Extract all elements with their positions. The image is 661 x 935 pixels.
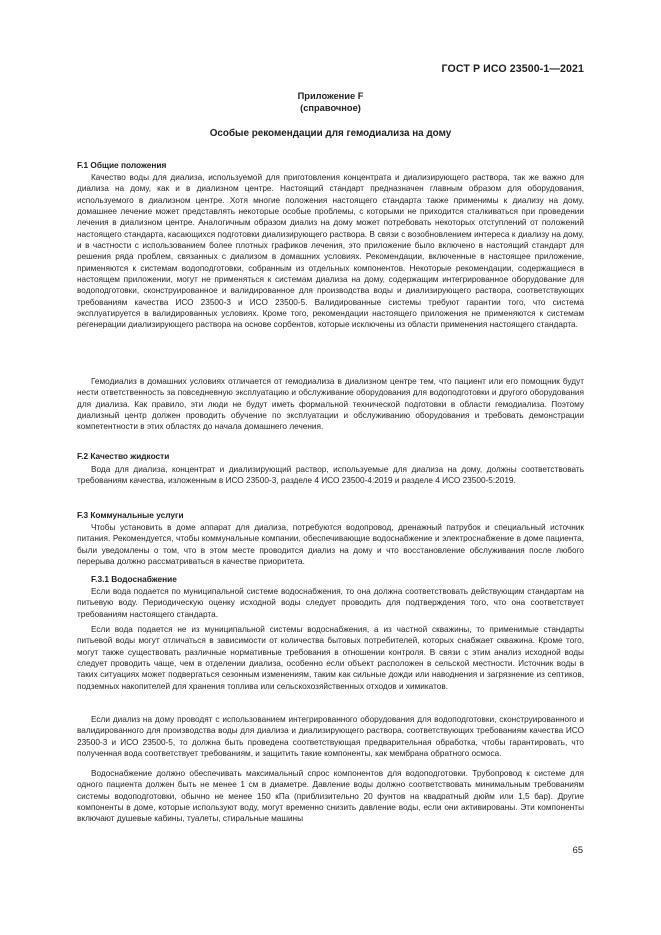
section-f1-heading: F.1 Общие положения — [77, 160, 167, 170]
section-f2-paragraph-1: Вода для диализа, концентрат и диализирующий раствор, используемые для диализа на дому, должны соответствовать требованиям качества, изложенным в ИСО 23500-3, разделе 4 ИСО 23500-4:2019 и разделе 4 ИСО 23500-5:2019. — [77, 465, 584, 486]
section-f2-heading: F.2 Качество жидкости — [77, 451, 170, 461]
section-f31-heading: F.3.1 Водоснабжение — [91, 574, 177, 584]
page-number: 65 — [572, 845, 583, 855]
section-f3-heading: F.3 Коммунальные услуги — [77, 510, 184, 520]
section-f3-paragraph-1: Чтобы установить в доме аппарат для диализа, потребуются водопровод, дренажный патрубок и специальный источник питания. Рекомендуется, чтобы коммунальные компании, обеспечивающие водоснабжение и электроснабжение в доме пациента, были уведомлены о том, что в этом месте проводится диализ на дому и что восстановление обслуживания после любого перерыва должно рассматриваться в качестве приоритета. — [77, 523, 584, 566]
standard-designation: ГОСТ Р ИСО 23500-1—2021 — [441, 63, 584, 75]
section-f1-paragraph-2: Гемодиализ в домашних условиях отличается от гемодиализа в диализном центре тем, что пациент или его помощник будут нести ответственность за повседневную эксплуатацию и обслуживание оборудования для водоподготовки и другого оборудования для диализа. Как правило, эти люди не будут иметь формальной технической подготовки в области гемодиализа. Поэтому диализный центр должен проводить обучение по эксплуатации и обслуживанию оборудования и требовать демонстрации компетентности в этих областях до начала домашнего лечения. — [77, 377, 584, 432]
section-f31-paragraph-4: Водоснабжение должно обеспечивать максимальный спрос компонентов для водоподготовки. Трубопровод к системе для одного пациента должен быть не менее 1 см в диаметре. Давление воды должно соответствовать минимальным требованиям системы водоподготовки, обычно не менее 150 кПа (приблизительно 20 фунтов на квадратный дюйм или 1,5 бар). Другие компоненты в доме, которые используют воду, могут временно снизить давление воды, если они активированы. Эти компоненты включают душевые кабины, туалеты, стиральные машины — [77, 769, 584, 824]
section-f31-paragraph-1: Если вода подается по муниципальной системе водоснабжения, то она должна соответствовать действующим стандартам на питьевую воду. Периодическую оценку исходной воды следует проводить для подтверждения того, что она соответствует требованиям настоящего стандарта. — [77, 587, 584, 619]
appendix-title: Приложение F — [297, 91, 364, 101]
section-f1-paragraph-1: Качество воды для диализа, используемой для приготовления концентрата и диализирующего раствора, так же важно для диализа на дому, как и в диализном центре. Настоящий стандарт предназначен главным образом для оборудования, используемого в диализном центре. Хотя многие положения настоящего стандарта также применимы к диализу на дому, домашнее лечение может представлять некоторые особые проблемы, с которыми не приходится сталкиваться при проведении лечения в диализном центре. Аналогичным образом диализ на дому может потребовать некоторых отступлений от положений настоящего стандарта, касающихся подготовки диализирующего раствора. В связи с возобновлением интереса к диализу на дому, и в частности с использованием более плотных графиков лечения, это приложение было включено в настоящий стандарт для решения ряда проблем, связанных с диализом в домашних условиях. Рекомендации, включенные в настоящее приложение, применяются к системам водоподготовки, собранным из отдельных компонентов. Некоторые рекомендации, содержащиеся в настоящем приложении, могут не применяться к системам диализа на дому, содержащим интегрированное оборудование для водоподготовки, сконструированное и валидированное для производства воды и диализирующего раствора, соответствующих требованиям качества ИСО 23500-3 и ИСО 23500-5. Валидированные системы требуют гарантии того, что система эксплуатируется в валидированных условиях. Кроме того, рекомендации настоящего приложения не применяются к системам регенерации диализирующего раствора на основе сорбентов, которые исключены из области применения настоящего стандарта. — [77, 173, 584, 330]
section-f31-paragraph-3: Если диализ на дому проводят с использованием интегрированного оборудования для водоподготовки, сконструированного и валидированного для производства воды для диализа и диализирующего раствора, соответствующих требованиям качества ИСО 23500-3 и ИСО 23500-5, то должна быть проведена соответствующая предварительная обработка, чтобы гарантировать, что полученная вода соответствует требованиям, и защитить такие компоненты, как мембрана обратного осмоса. — [77, 715, 584, 758]
appendix-heading: Особые рекомендации для гемодиализа на дому — [209, 128, 452, 139]
appendix-subtitle: (справочное) — [300, 103, 361, 113]
section-f31-paragraph-2: Если вода подается не из муниципальной системы водоснабжения, а из частной скважины, то применимые стандарты питьевой воды могут отличаться в зависимости от количества бытовых потребителей, которых снабжает скважина. Кроме того, могут также существовать различные нормативные требования в отношении контроля. В связи с этим анализ исходной воды следует проводить чаще, чем в отделении диализа, особенно если объект расположен в сельской местности. Источник воды в таких ситуациях может подвергаться сезонным изменениям, таким как сильные дожди или наводнения и загрязнение из септиков, подземных накопителей для хранения топлива или сельскохозяйственных отходов и химикатов. — [77, 625, 584, 691]
